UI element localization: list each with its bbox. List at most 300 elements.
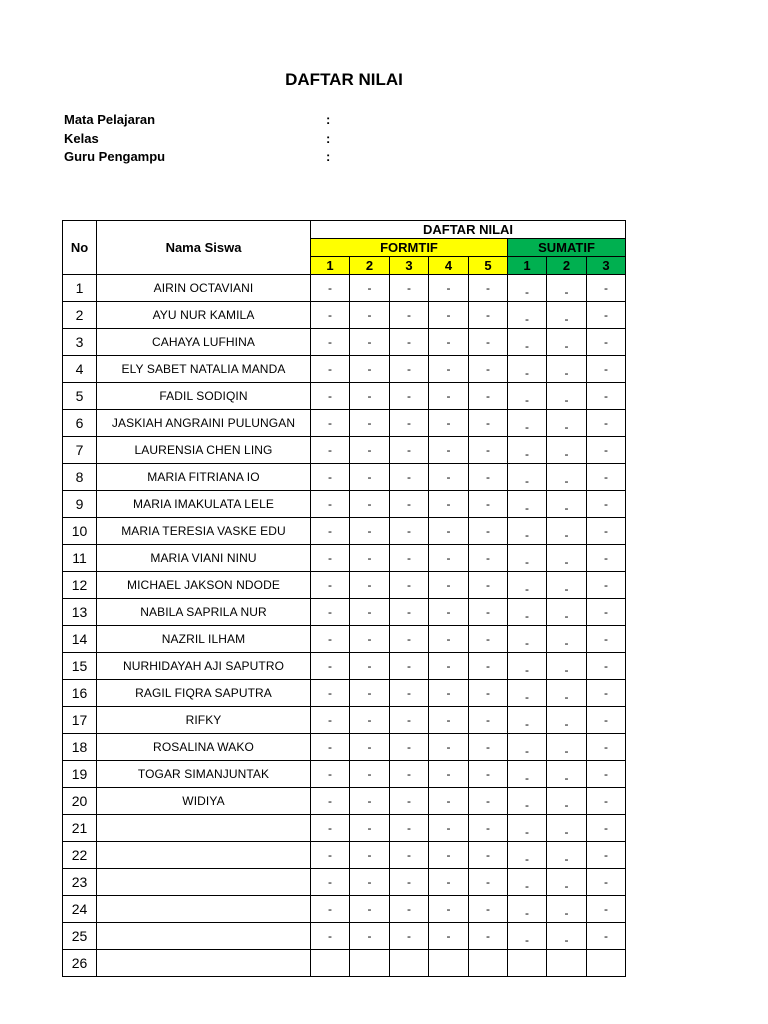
student-name: RAGIL FIQRA SAPUTRA (97, 680, 311, 707)
sumatif-score-cell: - (508, 626, 547, 653)
sumatif-score-cell: - (587, 923, 626, 950)
sumatif-score-cell: - (587, 491, 626, 518)
formatif-score-cell: - (350, 815, 390, 842)
table-row (63, 410, 626, 437)
table-row (63, 923, 626, 950)
sumatif-score-cell: - (547, 491, 587, 518)
sumatif-score-cell: - (508, 437, 547, 464)
formatif-score-cell: - (311, 815, 350, 842)
formatif-score-cell: - (469, 734, 508, 761)
formatif-score-cell: - (429, 329, 469, 356)
sumatif-score-cell: - (547, 923, 587, 950)
sumatif-score-cell: - (508, 761, 547, 788)
sumatif-score-cell: - (547, 680, 587, 707)
formatif-score-cell: - (350, 680, 390, 707)
group-header-sumatif: SUMATIF (508, 239, 626, 257)
sumatif-score-cell: - (508, 572, 547, 599)
row-number: 12 (63, 572, 97, 599)
formatif-score-cell: - (350, 383, 390, 410)
page-title: DAFTAR NILAI (285, 70, 403, 89)
formatif-score-cell: - (429, 410, 469, 437)
sumatif-score-cell: - (508, 653, 547, 680)
student-name: NURHIDAYAH AJI SAPUTRO (97, 653, 311, 680)
sumatif-col-header: 3 (587, 257, 626, 275)
row-number: 21 (63, 815, 97, 842)
sumatif-score-cell: - (508, 383, 547, 410)
formatif-score-cell: - (350, 599, 390, 626)
formatif-score-cell: - (390, 680, 429, 707)
formatif-score-cell: - (429, 761, 469, 788)
sumatif-score-cell: - (587, 383, 626, 410)
row-number: 15 (63, 653, 97, 680)
info-colon: : (326, 149, 331, 164)
sumatif-score-cell: - (587, 518, 626, 545)
sumatif-score-cell: - (587, 464, 626, 491)
sumatif-score-cell: - (508, 896, 547, 923)
row-number: 20 (63, 788, 97, 815)
row-number: 16 (63, 680, 97, 707)
formatif-score-cell: - (469, 923, 508, 950)
sumatif-score-cell: - (547, 734, 587, 761)
formatif-score-cell: - (469, 788, 508, 815)
sumatif-col-header: 2 (547, 257, 587, 275)
student-name: FADIL SODIQIN (97, 383, 311, 410)
sumatif-score-cell: - (547, 572, 587, 599)
formatif-score-cell: - (469, 383, 508, 410)
formatif-score-cell: - (390, 599, 429, 626)
formatif-score-cell: - (429, 572, 469, 599)
row-number: 18 (63, 734, 97, 761)
formatif-score-cell: - (311, 302, 350, 329)
formatif-score-cell: - (350, 545, 390, 572)
formatif-score-cell: - (429, 707, 469, 734)
sumatif-score-cell: - (587, 653, 626, 680)
sumatif-score-cell: - (547, 302, 587, 329)
formatif-score-cell: - (429, 491, 469, 518)
formatif-score-cell: - (429, 464, 469, 491)
student-name: MARIA TERESIA VASKE EDU (97, 518, 311, 545)
formatif-score-cell: - (469, 518, 508, 545)
formatif-score-cell: - (469, 545, 508, 572)
formatif-score-cell: - (469, 491, 508, 518)
formatif-col-header: 2 (350, 257, 390, 275)
formatif-score-cell: - (429, 815, 469, 842)
formatif-score-cell: - (311, 896, 350, 923)
formatif-score-cell: - (390, 518, 429, 545)
formatif-score-cell: - (311, 545, 350, 572)
formatif-score-cell: - (350, 464, 390, 491)
student-name: CAHAYA LUFHINA (97, 329, 311, 356)
row-number: 24 (63, 896, 97, 923)
student-name: AIRIN OCTAVIANI (97, 275, 311, 302)
table-row (63, 842, 626, 869)
table-row (63, 653, 626, 680)
formatif-score-cell: - (311, 653, 350, 680)
table-row (63, 491, 626, 518)
sumatif-score-cell: - (587, 572, 626, 599)
info-row-class (64, 130, 364, 149)
sumatif-score-cell (508, 950, 547, 977)
formatif-score-cell (469, 950, 508, 977)
formatif-score-cell: - (469, 302, 508, 329)
row-number: 25 (63, 923, 97, 950)
formatif-score-cell: - (390, 653, 429, 680)
row-number: 13 (63, 599, 97, 626)
sumatif-score-cell: - (547, 788, 587, 815)
formatif-score-cell: - (429, 842, 469, 869)
sumatif-score-cell: - (547, 761, 587, 788)
formatif-score-cell: - (350, 653, 390, 680)
formatif-score-cell: - (390, 545, 429, 572)
formatif-score-cell: - (469, 626, 508, 653)
formatif-score-cell: - (350, 788, 390, 815)
sumatif-score-cell: - (508, 464, 547, 491)
formatif-score-cell: - (350, 761, 390, 788)
student-name: WIDIYA (97, 788, 311, 815)
formatif-score-cell: - (469, 653, 508, 680)
formatif-score-cell: - (429, 383, 469, 410)
student-name: MARIA VIANI NINU (97, 545, 311, 572)
sumatif-score-cell (547, 950, 587, 977)
grades-table-body (63, 275, 626, 977)
student-name: ELY SABET NATALIA MANDA (97, 356, 311, 383)
row-number: 19 (63, 761, 97, 788)
formatif-score-cell: - (469, 761, 508, 788)
sumatif-score-cell: - (508, 545, 547, 572)
row-number: 23 (63, 869, 97, 896)
formatif-score-cell: - (311, 410, 350, 437)
row-number: 22 (63, 842, 97, 869)
formatif-score-cell: - (429, 518, 469, 545)
formatif-score-cell: - (390, 437, 429, 464)
table-row (63, 815, 626, 842)
student-name: LAURENSIA CHEN LING (97, 437, 311, 464)
sumatif-score-cell: - (587, 302, 626, 329)
sumatif-score-cell: - (547, 653, 587, 680)
formatif-score-cell: - (311, 842, 350, 869)
grades-table (62, 220, 626, 977)
sumatif-score-cell: - (508, 518, 547, 545)
formatif-score-cell: - (350, 896, 390, 923)
formatif-score-cell: - (311, 275, 350, 302)
sumatif-score-cell: - (508, 707, 547, 734)
sumatif-score-cell: - (508, 869, 547, 896)
formatif-score-cell: - (429, 734, 469, 761)
info-colon: : (326, 130, 331, 146)
sumatif-score-cell: - (547, 626, 587, 653)
table-row (63, 464, 626, 491)
sumatif-score-cell: - (508, 275, 547, 302)
sumatif-score-cell: - (587, 356, 626, 383)
formatif-score-cell (390, 950, 429, 977)
sumatif-score-cell: - (508, 491, 547, 518)
formatif-score-cell: - (311, 707, 350, 734)
sumatif-score-cell: - (587, 437, 626, 464)
sumatif-score-cell: - (587, 275, 626, 302)
table-row (63, 734, 626, 761)
row-number: 17 (63, 707, 97, 734)
sumatif-score-cell: - (547, 842, 587, 869)
formatif-score-cell: - (390, 842, 429, 869)
sumatif-score-cell: - (508, 356, 547, 383)
formatif-score-cell: - (469, 599, 508, 626)
sumatif-score-cell: - (547, 410, 587, 437)
formatif-score-cell: - (469, 410, 508, 437)
formatif-score-cell: - (350, 410, 390, 437)
table-row (63, 599, 626, 626)
formatif-score-cell: - (469, 869, 508, 896)
row-number: 26 (63, 950, 97, 977)
formatif-score-cell: - (469, 842, 508, 869)
formatif-score-cell: - (350, 518, 390, 545)
formatif-score-cell: - (429, 896, 469, 923)
formatif-score-cell: - (429, 437, 469, 464)
formatif-score-cell: - (390, 869, 429, 896)
table-row (63, 356, 626, 383)
formatif-score-cell: - (429, 923, 469, 950)
table-row (63, 950, 626, 977)
formatif-score-cell: - (429, 356, 469, 383)
sumatif-score-cell: - (547, 869, 587, 896)
formatif-score-cell: - (311, 599, 350, 626)
sumatif-score-cell: - (587, 410, 626, 437)
formatif-score-cell (429, 950, 469, 977)
formatif-score-cell: - (311, 680, 350, 707)
sumatif-score-cell: - (547, 707, 587, 734)
info-row-subject (64, 111, 364, 130)
group-header-grades: DAFTAR NILAI (311, 221, 626, 239)
formatif-score-cell: - (429, 599, 469, 626)
student-name (97, 950, 311, 977)
sumatif-score-cell: - (587, 869, 626, 896)
formatif-score-cell: - (390, 275, 429, 302)
sumatif-score-cell: - (587, 896, 626, 923)
formatif-score-cell: - (350, 842, 390, 869)
formatif-score-cell: - (350, 923, 390, 950)
formatif-score-cell: - (311, 734, 350, 761)
info-row-teacher (64, 148, 364, 167)
row-number: 4 (63, 356, 97, 383)
formatif-score-cell: - (390, 572, 429, 599)
formatif-score-cell: - (350, 356, 390, 383)
formatif-score-cell: - (429, 545, 469, 572)
formatif-score-cell: - (390, 410, 429, 437)
sumatif-col-header: 1 (508, 257, 547, 275)
formatif-score-cell: - (350, 707, 390, 734)
sumatif-score-cell: - (508, 599, 547, 626)
formatif-score-cell: - (429, 275, 469, 302)
formatif-score-cell: - (350, 572, 390, 599)
sumatif-score-cell: - (508, 680, 547, 707)
formatif-score-cell: - (350, 869, 390, 896)
formatif-score-cell: - (311, 437, 350, 464)
formatif-score-cell: - (429, 626, 469, 653)
student-name: ROSALINA WAKO (97, 734, 311, 761)
formatif-score-cell: - (350, 626, 390, 653)
formatif-score-cell: - (311, 329, 350, 356)
formatif-score-cell: - (350, 734, 390, 761)
formatif-score-cell: - (469, 707, 508, 734)
student-name: MARIA IMAKULATA LELE (97, 491, 311, 518)
info-label-subject: Mata Pelajaran (64, 112, 156, 127)
row-number: 14 (63, 626, 97, 653)
student-name: MICHAEL JAKSON NDODE (97, 572, 311, 599)
formatif-score-cell: - (390, 734, 429, 761)
student-name: RIFKY (97, 707, 311, 734)
sumatif-score-cell: - (587, 842, 626, 869)
sumatif-score-cell: - (508, 734, 547, 761)
formatif-col-header: 4 (429, 257, 469, 275)
formatif-score-cell: - (469, 680, 508, 707)
formatif-score-cell: - (390, 356, 429, 383)
table-row (63, 329, 626, 356)
formatif-score-cell: - (469, 437, 508, 464)
sumatif-score-cell: - (547, 896, 587, 923)
table-row (63, 545, 626, 572)
sumatif-score-cell: - (587, 329, 626, 356)
sumatif-score-cell: - (587, 626, 626, 653)
formatif-score-cell: - (311, 923, 350, 950)
formatif-score-cell: - (390, 923, 429, 950)
table-row (63, 275, 626, 302)
sumatif-score-cell: - (547, 437, 587, 464)
document-info (64, 111, 364, 167)
student-name (97, 869, 311, 896)
formatif-score-cell: - (469, 896, 508, 923)
formatif-score-cell: - (311, 626, 350, 653)
formatif-score-cell: - (311, 464, 350, 491)
table-row (63, 896, 626, 923)
row-number: 5 (63, 383, 97, 410)
table-row (63, 788, 626, 815)
formatif-score-cell: - (429, 653, 469, 680)
table-row (63, 302, 626, 329)
student-name: NAZRIL ILHAM (97, 626, 311, 653)
formatif-score-cell: - (390, 788, 429, 815)
column-header-no: No (63, 221, 97, 275)
formatif-col-header: 1 (311, 257, 350, 275)
formatif-score-cell: - (390, 761, 429, 788)
formatif-score-cell: - (390, 896, 429, 923)
sumatif-score-cell: - (547, 545, 587, 572)
table-row (63, 437, 626, 464)
row-number: 2 (63, 302, 97, 329)
table-row (63, 869, 626, 896)
formatif-col-header: 5 (469, 257, 508, 275)
formatif-score-cell: - (390, 491, 429, 518)
sumatif-score-cell: - (587, 761, 626, 788)
sumatif-score-cell: - (547, 518, 587, 545)
formatif-score-cell: - (429, 302, 469, 329)
formatif-score-cell: - (311, 788, 350, 815)
sumatif-score-cell: - (587, 545, 626, 572)
table-row (63, 626, 626, 653)
formatif-score-cell: - (390, 383, 429, 410)
formatif-score-cell: - (390, 815, 429, 842)
table-row (63, 680, 626, 707)
student-name (97, 923, 311, 950)
student-name: AYU NUR KAMILA (97, 302, 311, 329)
formatif-score-cell: - (311, 869, 350, 896)
table-row (63, 572, 626, 599)
sumatif-score-cell: - (547, 599, 587, 626)
table-row (63, 761, 626, 788)
sumatif-score-cell: - (508, 923, 547, 950)
formatif-score-cell: - (311, 491, 350, 518)
row-number: 10 (63, 518, 97, 545)
table-row (63, 383, 626, 410)
row-number: 11 (63, 545, 97, 572)
formatif-score-cell: - (390, 302, 429, 329)
formatif-score-cell: - (350, 329, 390, 356)
student-name: TOGAR SIMANJUNTAK (97, 761, 311, 788)
student-name (97, 815, 311, 842)
sumatif-score-cell: - (508, 815, 547, 842)
column-header-name: Nama Siswa (97, 221, 311, 275)
formatif-score-cell: - (311, 383, 350, 410)
formatif-score-cell: - (469, 275, 508, 302)
formatif-score-cell (350, 950, 390, 977)
formatif-score-cell: - (390, 329, 429, 356)
group-header-formatif: FORMTIF (311, 239, 508, 257)
sumatif-score-cell: - (508, 329, 547, 356)
formatif-score-cell: - (390, 464, 429, 491)
formatif-col-header: 3 (390, 257, 429, 275)
row-number: 1 (63, 275, 97, 302)
formatif-score-cell: - (469, 356, 508, 383)
formatif-score-cell: - (429, 788, 469, 815)
sumatif-score-cell: - (508, 842, 547, 869)
sumatif-score-cell (587, 950, 626, 977)
formatif-score-cell: - (390, 707, 429, 734)
sumatif-score-cell: - (547, 383, 587, 410)
student-name: MARIA FITRIANA IO (97, 464, 311, 491)
formatif-score-cell: - (429, 680, 469, 707)
sumatif-score-cell: - (508, 410, 547, 437)
table-row (63, 707, 626, 734)
formatif-score-cell (311, 950, 350, 977)
table-row (63, 518, 626, 545)
student-name (97, 896, 311, 923)
formatif-score-cell: - (350, 275, 390, 302)
sumatif-score-cell: - (547, 356, 587, 383)
formatif-score-cell: - (311, 356, 350, 383)
student-name: JASKIAH ANGRAINI PULUNGAN (97, 410, 311, 437)
formatif-score-cell: - (350, 491, 390, 518)
sumatif-score-cell: - (587, 734, 626, 761)
sumatif-score-cell: - (587, 599, 626, 626)
sumatif-score-cell: - (547, 464, 587, 491)
formatif-score-cell: - (429, 869, 469, 896)
sumatif-score-cell: - (547, 329, 587, 356)
formatif-score-cell: - (390, 626, 429, 653)
sumatif-score-cell: - (587, 707, 626, 734)
row-number: 3 (63, 329, 97, 356)
student-name (97, 842, 311, 869)
formatif-score-cell: - (311, 761, 350, 788)
sumatif-score-cell: - (508, 788, 547, 815)
formatif-score-cell: - (469, 329, 508, 356)
row-number: 9 (63, 491, 97, 518)
formatif-score-cell: - (311, 518, 350, 545)
formatif-score-cell: - (469, 464, 508, 491)
formatif-score-cell: - (311, 572, 350, 599)
sumatif-score-cell: - (547, 275, 587, 302)
sumatif-score-cell: - (508, 302, 547, 329)
sumatif-score-cell: - (587, 680, 626, 707)
row-number: 6 (63, 410, 97, 437)
sumatif-score-cell: - (547, 815, 587, 842)
